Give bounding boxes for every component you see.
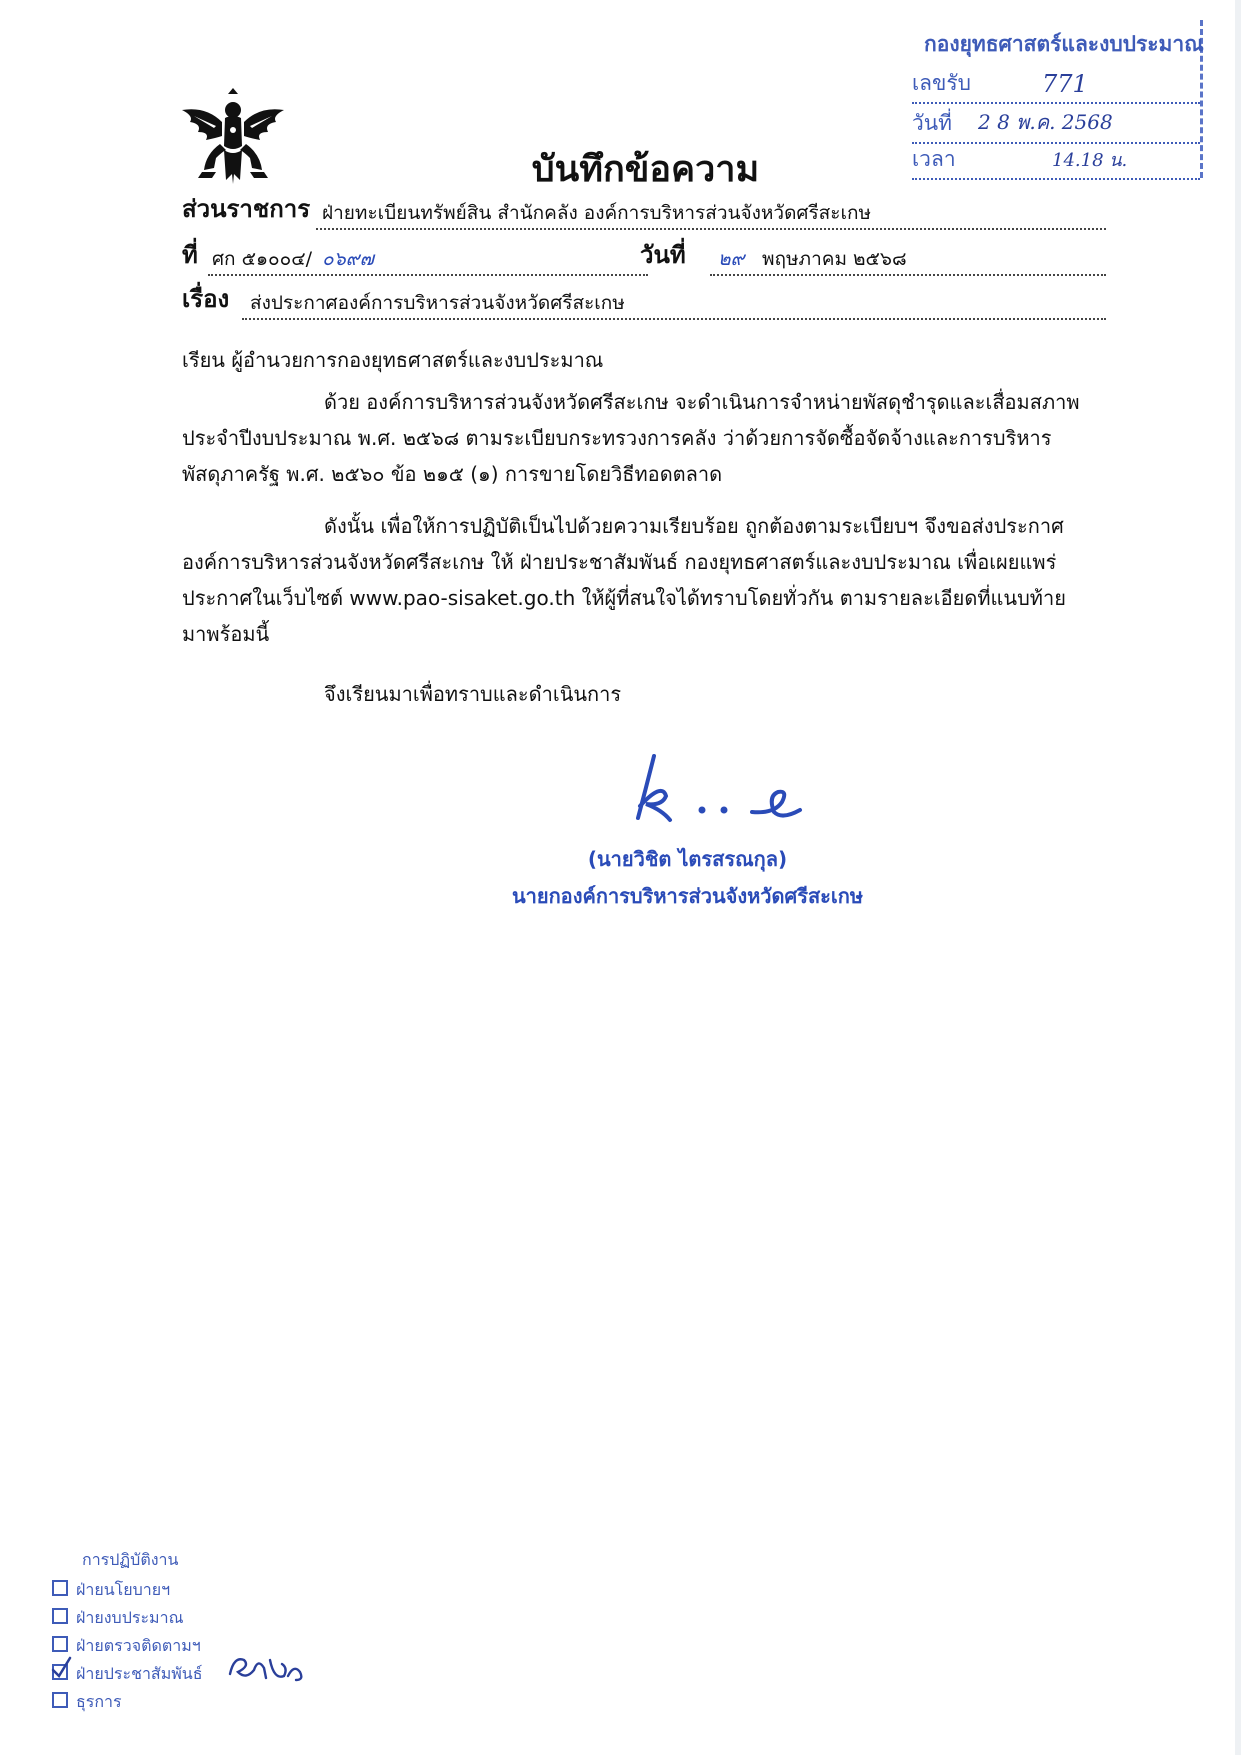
stamp-receipt-row <box>912 72 1200 104</box>
paragraph-1-line: ด้วย องค์การบริหารส่วนจังหวัดศรีสะเกษ จะดำเนินการจำหน่ายพัสดุชำรุดและเสื่อมสภาพ <box>324 390 1080 414</box>
stamp-date-label: วันที่ <box>912 111 952 135</box>
stamp-time-value: 14.18 น. <box>1052 150 1128 171</box>
paragraph-1-line: พัสดุภาครัฐ พ.ศ. ๒๕๖๐ ข้อ ๒๑๕ (๑) การขายโดยวิธีทอดตลาด <box>182 462 723 486</box>
stamp-time-label: เวลา <box>912 147 956 171</box>
paragraph-1-line: ประจำปีงบประมาณ พ.ศ. ๒๕๖๘ ตามระเบียบกระทรวงการคลัง ว่าด้วยการจัดซื้อจัดจ้างและการบริหาร <box>182 426 1052 450</box>
paragraph-2-line: ดังนั้น เพื่อให้การปฏิบัติเป็นไปด้วยความเรียบร้อย ถูกต้องตามระเบียบฯ จึงขอส่งประกาศ <box>324 514 1064 538</box>
initials-scribble <box>224 1650 308 1686</box>
paragraph-2 <box>182 508 1102 652</box>
routing-title: การปฏิบัติงาน <box>82 1550 179 1569</box>
checkbox[interactable] <box>52 1636 68 1652</box>
paragraph-1 <box>182 384 1102 492</box>
ref-prefix: ศก ๕๑๐๐๔/ <box>212 248 313 270</box>
agency-row <box>182 195 1106 230</box>
agency-dotted-line <box>316 228 1106 230</box>
paragraph-2-line: มาพร้อมนี้ <box>182 622 270 646</box>
closing-line: จึงเรียนมาเพื่อทราบและดำเนินการ <box>324 682 622 706</box>
stamp-receipt-number: 771 <box>1042 70 1088 98</box>
checkbox[interactable] <box>52 1580 68 1596</box>
paragraph-2-line: องค์การบริหารส่วนจังหวัดศรีสะเกษ ให้ ฝ่ายประชาสัมพันธ์ กองยุทธศาสตร์และงบประมาณ เพื่อเผยแพร่ <box>182 550 1057 574</box>
ref-dotted-line <box>208 274 648 276</box>
signer-title: นายกองค์การบริหารส่วนจังหวัดศรีสะเกษ <box>511 884 864 908</box>
date-dotted-line <box>710 274 1106 276</box>
ref-number: ๐๖๙๗ <box>322 248 374 270</box>
subject-row <box>182 285 1106 320</box>
routing-item-label: ฝ่ายงบประมาณ <box>76 1608 184 1627</box>
routing-item-label: ฝ่ายตรวจติดตามฯ <box>76 1636 201 1655</box>
routing-item-label: ฝ่ายนโยบายฯ <box>76 1580 171 1599</box>
date-rest: พฤษภาคม ๒๕๖๘ <box>762 248 907 270</box>
agency-label: ส่วนราชการ <box>182 195 311 223</box>
agency-value: ฝ่ายทะเบียนทรัพย์สิน สำนักคลัง องค์การบริหารส่วนจังหวัดศรีสะเกษ <box>322 202 872 224</box>
stamp-office: กองยุทธศาสตร์และงบประมาณ <box>924 32 1204 56</box>
salutation: เรียน ผู้อำนวยการกองยุทธศาสตร์และงบประมาณ <box>182 348 604 372</box>
checkmark-icon <box>50 1656 72 1680</box>
subject-value: ส่งประกาศองค์การบริหารส่วนจังหวัดศรีสะเกษ <box>250 292 625 314</box>
stamp-receipt-label: เลขรับ <box>912 71 972 95</box>
stamp-date-value: 2 8 พ.ค. 2568 <box>978 110 1113 134</box>
signature-mark <box>632 748 812 828</box>
paragraph-2-line: ประกาศในเว็บไซต์ www.pao-sisaket.go.th ให้ผู้ที่สนใจได้ทราบโดยทั่วกัน ตามรายละเอียดที่แนบท้าย <box>182 586 1066 610</box>
memo-title: บันทึกข้อความ <box>531 149 760 190</box>
routing-item-label: ฝ่ายประชาสัมพันธ์ <box>76 1664 203 1683</box>
routing-item-label: ธุรการ <box>76 1692 122 1711</box>
date-label: วันที่ <box>640 241 686 269</box>
subject-label: เรื่อง <box>182 285 230 313</box>
ref-label: ที่ <box>182 241 198 269</box>
subject-dotted-line <box>242 318 1106 320</box>
checkbox[interactable] <box>52 1692 68 1708</box>
checkbox[interactable] <box>52 1608 68 1624</box>
signer-name: (นายวิชิต ไตรสรณกุล) <box>587 847 788 871</box>
date-day: ๒๙ <box>718 248 745 270</box>
ref-date-row <box>182 241 1106 276</box>
